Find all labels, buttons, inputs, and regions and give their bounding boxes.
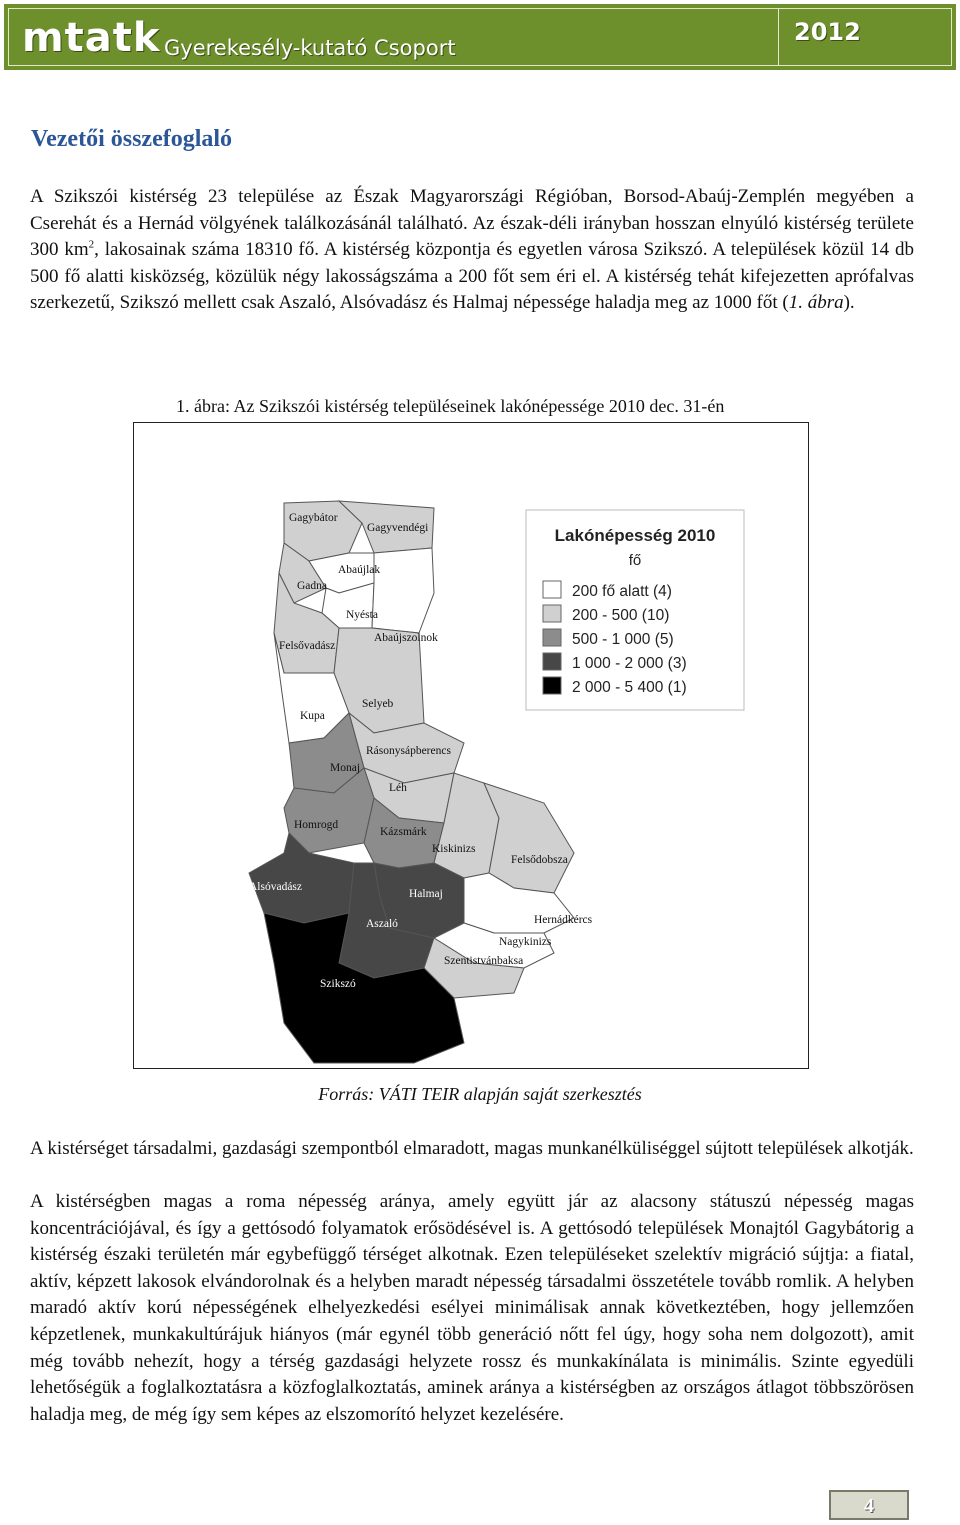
population-map-figure bbox=[133, 422, 809, 1069]
map-label: Szikszó bbox=[320, 978, 356, 990]
map-label: Halmaj bbox=[409, 888, 443, 900]
intro-paragraph bbox=[30, 184, 914, 317]
map-label: Aszaló bbox=[366, 918, 398, 930]
region-abaujszolnok bbox=[372, 548, 434, 633]
header-year: 2012 bbox=[794, 18, 861, 46]
map-label: Gagyvendégi bbox=[367, 522, 429, 534]
map-label: Nagykinizs bbox=[499, 936, 552, 948]
page-number: 4 bbox=[864, 1495, 874, 1517]
map-label: Felsődobsza bbox=[511, 854, 568, 866]
intro-text-end: ). bbox=[843, 292, 855, 314]
page-header bbox=[4, 4, 956, 70]
population-map bbox=[134, 423, 808, 1068]
region-felsodobsza bbox=[484, 783, 574, 893]
legend-label: 1 000 - 2 000 (3) bbox=[572, 655, 687, 672]
map-label: Kázsmárk bbox=[380, 826, 427, 838]
map-label: Gagybátor bbox=[289, 512, 338, 524]
legend-label: 200 - 500 (10) bbox=[572, 607, 670, 624]
map-label: Kupa bbox=[300, 710, 325, 722]
intro-text-1: A Szikszói kistérség 23 települése az Észak Magyarországi Régióban, Borsod-Abaúj-Zemplén megyében a Cserehát és a Hernád völgyének találkozásánál található. Az észak-déli irányban hosszan elnyúló kistérség területe 300 km bbox=[30, 186, 914, 261]
map-label: Rásonysápberencs bbox=[366, 745, 451, 757]
legend-label: 2 000 - 5 400 (1) bbox=[572, 679, 687, 696]
legend-swatch bbox=[543, 605, 561, 622]
map-label: Selyeb bbox=[362, 698, 394, 710]
figure-caption: 1. ábra: Az Szikszói kistérség településeinek lakónépessége 2010 dec. 31-én bbox=[176, 396, 725, 416]
legend-title: Lakónépesség 2010 bbox=[554, 526, 716, 545]
map-label: Abaújlak bbox=[338, 564, 381, 576]
map-label: Hernádkércs bbox=[534, 914, 593, 926]
figure-reference: 1. ábra bbox=[788, 292, 844, 314]
map-label: Nyésta bbox=[346, 609, 378, 621]
map-label: Monaj bbox=[330, 762, 361, 774]
map-label: Felsővadász bbox=[279, 640, 336, 652]
legend-swatch bbox=[543, 653, 561, 670]
legend-swatch bbox=[543, 581, 561, 598]
legend-label: 200 fő alatt (4) bbox=[572, 583, 672, 600]
map-label: Szentistvánbaksa bbox=[444, 955, 524, 967]
map-label: Léh bbox=[389, 782, 407, 794]
page-number-box bbox=[829, 1490, 909, 1520]
map-label: Abaújszolnok bbox=[374, 632, 438, 644]
figure-source: Forrás: VÁTI TEIR alapján saját szerkesztés bbox=[318, 1084, 642, 1104]
body-paragraph-3: A kistérségben magas a roma népesség aránya, amely együtt jár az alacsony státuszú népesség magas koncentrációjával, és így a gettósodó folyamatok erősödésével is. A gettósodó települések Monajtól Gagybátorig a kistérség északi területén már egybefüggő térséget alkotnak. Ezen településeket szelektív migráció sújtja: a fiatal, aktív, képzett lakosok elvándorolnak és a helyben maradt népesség társadalmi összetétele tovább romlik. A helyben maradó aktív korú népességének elhelyezkedési esélyei minimálisak annak következtében, hogy jellemzően képzetlenek, munkakultúrájuk hiányos (már egynél több generáció nőtt fel úgy, hogy soha nem dolgozott), amit még tovább nehezít, hogy a térség gazdasági helyzete rossz és munkakínálata is minimális. Szinte egyedüli lehetőségük a foglalkoztatásra a közfoglalkoztatás, aminek aránya a kistérségben az országos átlagot többszörösen haladja meg, de még így sem képes az elszomorító helyzet kezelésére. bbox=[30, 1191, 914, 1425]
map-label: Gadna bbox=[297, 580, 328, 592]
map-legend bbox=[526, 510, 744, 710]
intro-text-2: , lakosainak száma 18310 fő. A kistérség központja és egyetlen városa Szikszó. A települések közül 14 db 500 fő alatti kisközség, közülük négy lakosságszáma a 200 főt sem éri el. A kistérség tehát kifejezetten aprófalvas szerkezetű, Szikszó mellett csak Aszaló, Alsóvadász és Halmaj népessége haladja meg az 1000 főt ( bbox=[30, 239, 914, 314]
map-label: Alsóvadász bbox=[249, 881, 303, 893]
map-label: Kiskinizs bbox=[432, 843, 476, 855]
map-label: Homrogd bbox=[294, 819, 339, 831]
legend-swatch bbox=[543, 629, 561, 646]
legend-label: 500 - 1 000 (5) bbox=[572, 631, 674, 648]
legend-swatch bbox=[543, 677, 561, 694]
section-title: Vezetői összefoglaló bbox=[31, 126, 233, 152]
intro-superscript: 2 bbox=[88, 238, 95, 251]
brand-logo: mtatk bbox=[22, 15, 161, 61]
header-divider bbox=[778, 8, 779, 66]
research-group-name: Gyerekesély-kutató Csoport bbox=[164, 36, 456, 60]
body-paragraph-2: A kistérséget társadalmi, gazdasági szempontból elmaradott, magas munkanélküliséggel sújtott települések alkotják. bbox=[30, 1138, 914, 1159]
legend-unit: fő bbox=[628, 552, 642, 569]
